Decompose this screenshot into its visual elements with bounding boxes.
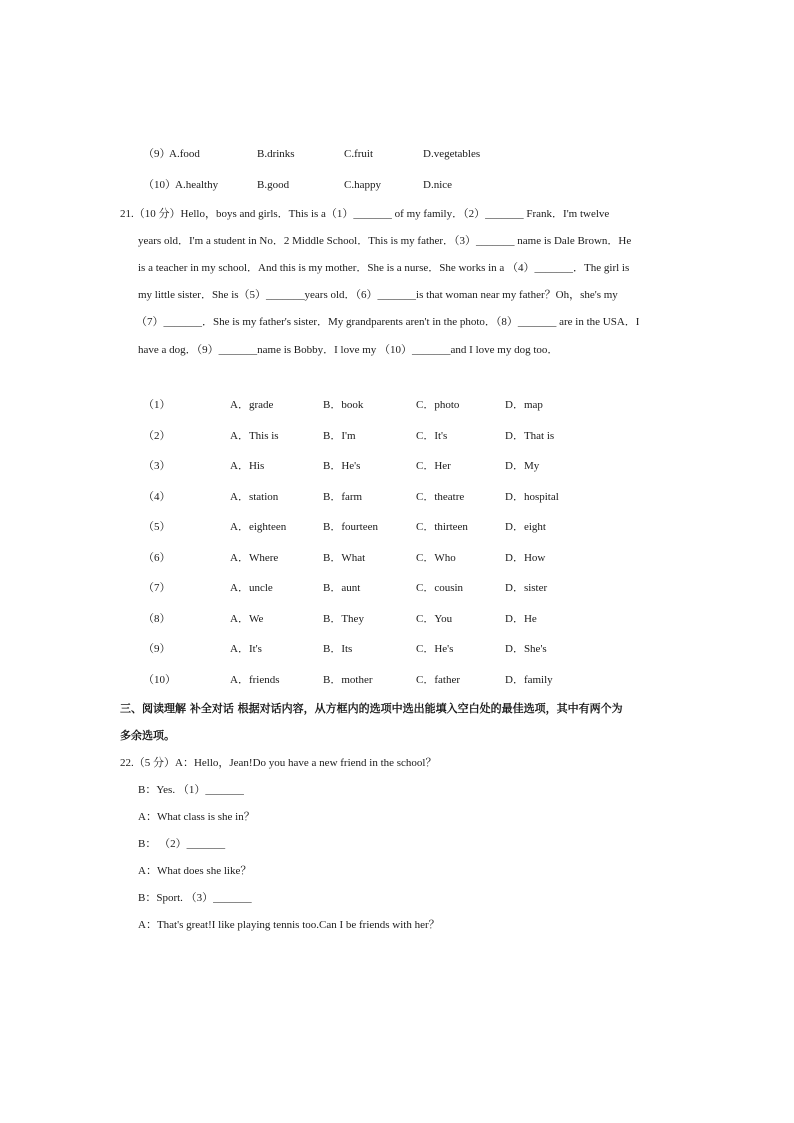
dialogue-line: B：Yes. （1）_______	[138, 784, 244, 796]
option-c: C．It's	[416, 430, 448, 442]
option-c: C．father	[416, 674, 460, 686]
q20-option-num: （9）	[143, 148, 171, 160]
option-b: B．What	[323, 552, 366, 564]
option-d: D．My	[505, 460, 540, 472]
option-num: （7）	[143, 582, 171, 594]
section-heading: 三、阅读理解 补全对话 根据对话内容，从方框内的选项中选出能填入空白处的最佳选项，其中有两个为	[120, 702, 623, 715]
option-d: D．eight	[505, 521, 546, 533]
option-b: B．mother	[323, 674, 373, 686]
dialogue-line: B： （2）_______	[138, 838, 226, 850]
option-c: C．cousin	[416, 582, 464, 594]
dialogue-line: A：That's great!I like playing tennis too.Can I be friends with her？	[138, 919, 440, 931]
option-c: C．thirteen	[416, 521, 468, 533]
option-d: D．family	[505, 674, 553, 686]
q20-option-c: C.happy	[344, 179, 381, 191]
option-c: C．You	[416, 613, 453, 625]
option-a: A．We	[230, 613, 264, 625]
option-b: B．farm	[323, 491, 363, 503]
option-a: A．Where	[230, 552, 279, 564]
q20-option-num: （10）	[143, 179, 176, 191]
option-num: （5）	[143, 521, 171, 533]
option-d: D．That is	[505, 430, 555, 442]
q20-option-d: D.vegetables	[423, 148, 481, 160]
option-num: （1）	[143, 399, 171, 411]
q21-passage-line: years old．I'm a student in No．2 Middle School．This is my father．（3）_______ name is Dale Brown．He	[138, 235, 632, 247]
option-num: （4）	[143, 491, 171, 503]
option-b: B．aunt	[323, 582, 361, 594]
q21-passage-line: 21.（10 分）Hello，boys and girls．This is a（1）_______ of my family．（2）_______ Frank．I'm twelve	[120, 208, 610, 220]
option-num: （9）	[143, 643, 171, 655]
q20-option-b: B.drinks	[257, 148, 295, 160]
dialogue-line: A：What does she like？	[138, 865, 252, 877]
option-d: D．He	[505, 613, 537, 625]
section-heading-cont: 多余选项。	[120, 729, 175, 742]
option-d: D．sister	[505, 582, 548, 594]
option-a: A．His	[230, 460, 265, 472]
dialogue-line: B：Sport. （3）_______	[138, 892, 252, 904]
option-num: （3）	[143, 460, 171, 472]
option-num: （8）	[143, 613, 171, 625]
option-a: A．grade	[230, 399, 274, 411]
option-d: D．She's	[505, 643, 547, 655]
option-a: A．uncle	[230, 582, 273, 594]
option-b: B．He's	[323, 460, 361, 472]
option-a: A．eighteen	[230, 521, 287, 533]
option-a: A．This is	[230, 430, 279, 442]
option-d: D．How	[505, 552, 546, 564]
option-a: A．It's	[230, 643, 262, 655]
option-c: C．photo	[416, 399, 460, 411]
option-b: B．I'm	[323, 430, 356, 442]
q21-passage-line: （7）_______．She is my father's sister．My grandparents aren't in the photo．（8）_______ are in the USA．I	[136, 316, 640, 328]
option-num: （6）	[143, 552, 171, 564]
q20-option-d: D.nice	[423, 179, 453, 191]
dialogue-line: A：What class is she in？	[138, 811, 255, 823]
q20-option-a: A.healthy	[175, 179, 219, 191]
option-num: （10）	[143, 674, 176, 686]
option-b: B．fourteen	[323, 521, 378, 533]
option-b: B．They	[323, 613, 364, 625]
q21-passage-line: have a dog．（9）_______name is Bobby．I love my （10）_______and I love my dog too．	[138, 344, 559, 356]
option-a: A．friends	[230, 674, 280, 686]
option-c: C．He's	[416, 643, 454, 655]
q21-passage-line: is a teacher in my school．And this is my mother．She is a nurse．She works in a （4）_______．The girl is	[138, 262, 630, 274]
q22-header: 22.（5 分）A：Hello，Jean!Do you have a new friend in the school？	[120, 757, 437, 769]
option-b: B．Its	[323, 643, 353, 655]
option-b: B．book	[323, 399, 364, 411]
option-a: A．station	[230, 491, 279, 503]
q20-option-c: C.fruit	[344, 148, 374, 160]
option-num: （2）	[143, 430, 171, 442]
q20-option-a: A.food	[169, 148, 200, 160]
q21-passage-line: my little sister．She is（5）_______years old．（6）_______is that woman near my father？Oh，she's my	[138, 289, 618, 301]
option-d: D．hospital	[505, 491, 559, 503]
option-c: C．Who	[416, 552, 456, 564]
q20-option-b: B.good	[257, 179, 290, 191]
option-d: D．map	[505, 399, 543, 411]
option-c: C．Her	[416, 460, 451, 472]
option-c: C．theatre	[416, 491, 465, 503]
